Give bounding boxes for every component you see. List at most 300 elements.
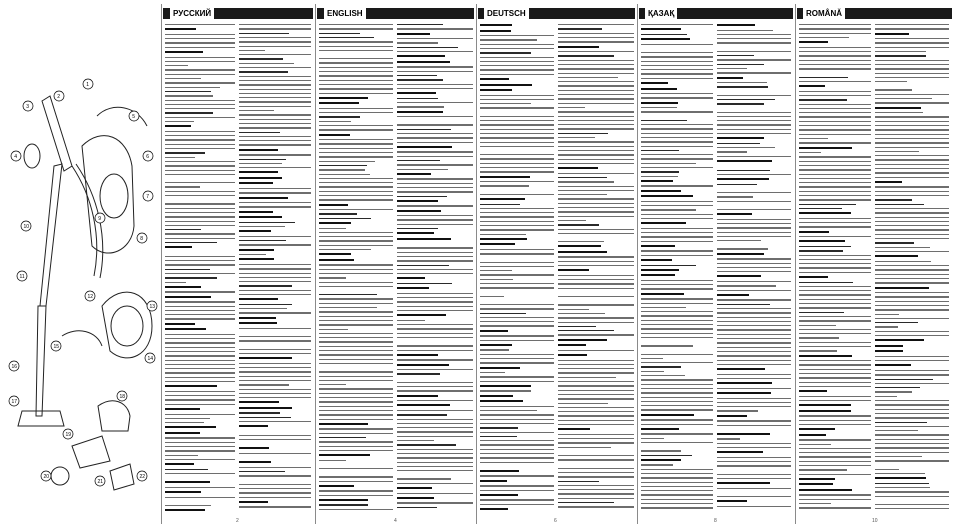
text-line — [480, 485, 554, 486]
text-line — [641, 171, 679, 172]
text-line — [875, 134, 949, 135]
text-line — [799, 226, 871, 227]
text-line — [397, 116, 473, 117]
text-line — [875, 417, 949, 418]
text-line — [319, 152, 393, 153]
text-line — [875, 318, 949, 319]
text-line — [319, 380, 393, 381]
text-line — [641, 333, 713, 334]
text-line — [239, 50, 265, 51]
text-line — [799, 81, 871, 82]
text-line — [239, 304, 292, 305]
text-line — [641, 65, 713, 66]
text-line — [558, 283, 634, 284]
text-line — [239, 322, 277, 324]
text-line — [558, 415, 634, 416]
text-line — [480, 274, 554, 275]
text-line — [397, 273, 473, 274]
text-line — [239, 290, 311, 291]
text-line — [641, 107, 677, 108]
text-line — [165, 121, 194, 122]
text-line — [165, 473, 235, 474]
text-line — [875, 404, 949, 405]
text-line — [397, 146, 452, 148]
text-line — [480, 129, 554, 130]
text-line — [165, 426, 216, 428]
text-line — [239, 471, 285, 472]
text-line — [239, 461, 271, 463]
text-line — [799, 312, 844, 313]
text-line — [875, 400, 949, 401]
text-line — [319, 62, 393, 63]
text-line — [239, 171, 278, 173]
text-line — [165, 87, 220, 88]
text-line — [875, 102, 949, 103]
text-line — [165, 455, 198, 456]
text-line — [717, 281, 791, 282]
text-line — [799, 28, 871, 29]
text-line — [799, 236, 871, 237]
text-line — [558, 502, 614, 503]
text-line — [558, 146, 634, 147]
text-line — [165, 225, 235, 226]
text-line — [641, 78, 713, 79]
text-line — [875, 339, 924, 341]
text-line — [717, 438, 740, 439]
text-line — [717, 374, 791, 375]
text-line — [165, 42, 235, 43]
text-line — [717, 86, 768, 87]
text-line — [397, 66, 473, 67]
callout-20 — [41, 471, 51, 481]
text-line — [480, 470, 519, 472]
text-line — [717, 137, 764, 139]
page-title-ru: РУССКИЙ — [170, 7, 214, 20]
text-line — [875, 60, 949, 61]
text-line — [641, 320, 713, 321]
text-line — [165, 61, 235, 62]
text-line — [799, 364, 871, 365]
text-line — [799, 400, 871, 401]
text-line — [239, 488, 311, 489]
text-line — [165, 57, 235, 58]
text-line — [239, 110, 274, 111]
text-line — [641, 284, 713, 285]
text-line — [717, 170, 770, 171]
text-line — [717, 360, 791, 361]
text-line — [558, 41, 634, 42]
text-line — [397, 449, 473, 450]
text-line — [480, 494, 518, 496]
text-line — [875, 251, 949, 252]
text-line — [558, 334, 634, 335]
text-line — [239, 453, 311, 454]
text-line — [480, 457, 554, 458]
text-line — [480, 212, 554, 213]
text-line — [480, 436, 517, 437]
text-line — [717, 294, 749, 296]
text-line — [239, 159, 286, 160]
text-line — [397, 151, 473, 152]
text-line — [641, 150, 679, 151]
text-line — [480, 440, 554, 441]
text-line — [165, 323, 195, 325]
text-line — [717, 488, 791, 489]
text-line — [480, 208, 554, 209]
text-line — [319, 294, 377, 295]
text-line — [397, 38, 473, 39]
text-line — [239, 197, 288, 199]
text-line — [480, 362, 554, 363]
text-line — [641, 24, 713, 25]
text-line — [397, 386, 473, 387]
text-line — [799, 452, 871, 453]
text-line — [319, 228, 346, 229]
callout-13 — [147, 301, 157, 311]
text-line — [319, 393, 393, 394]
text-line — [717, 72, 791, 73]
text-line — [397, 183, 473, 184]
text-line — [717, 95, 791, 96]
text-line — [239, 435, 311, 436]
text-line — [799, 478, 835, 480]
text-line — [558, 256, 634, 257]
text-line — [397, 71, 473, 72]
text-line — [717, 334, 791, 335]
text-line — [397, 33, 430, 35]
text-line — [875, 296, 949, 297]
text-line — [558, 424, 634, 425]
text-line — [641, 392, 713, 393]
text-line — [641, 379, 713, 380]
svg-text:16: 16 — [11, 363, 18, 370]
text-line — [717, 55, 754, 56]
callout-22 — [137, 471, 147, 481]
svg-text:9: 9 — [98, 215, 102, 222]
text-line — [799, 255, 871, 256]
text-line — [165, 306, 235, 307]
text-line — [239, 230, 271, 232]
text-line — [799, 377, 871, 378]
text-line — [558, 275, 634, 276]
page-number: 4 — [394, 518, 397, 524]
text-line — [319, 350, 393, 351]
text-line — [558, 261, 634, 262]
text-line — [397, 219, 473, 220]
text-line — [319, 204, 348, 206]
text-line — [799, 333, 871, 334]
text-line — [480, 449, 554, 450]
text-line — [799, 259, 871, 260]
text-line — [717, 143, 760, 144]
text-line — [480, 69, 554, 70]
text-line — [319, 88, 393, 89]
text-line — [717, 133, 791, 134]
text-line — [875, 364, 911, 366]
text-line — [165, 377, 235, 378]
text-line — [875, 409, 949, 410]
text-line — [799, 68, 871, 69]
text-line — [799, 195, 871, 196]
text-line — [165, 318, 235, 319]
text-line — [875, 350, 903, 352]
svg-text:5: 5 — [132, 113, 136, 120]
text-line — [319, 286, 393, 287]
text-line — [319, 195, 393, 196]
text-line — [558, 481, 599, 482]
text-line — [239, 149, 278, 151]
text-line — [558, 304, 634, 305]
text-line — [558, 224, 599, 225]
text-line — [165, 69, 235, 70]
text-line — [480, 204, 520, 205]
text-line — [239, 123, 311, 124]
text-line — [397, 88, 473, 89]
text-line — [165, 256, 235, 257]
text-line — [480, 74, 554, 75]
text-line — [239, 58, 283, 59]
text-line — [717, 240, 761, 241]
text-line — [319, 264, 393, 265]
text-line — [239, 167, 311, 168]
text-line — [239, 202, 311, 203]
text-line — [717, 77, 743, 79]
text-line — [319, 182, 393, 183]
text-line — [165, 286, 201, 288]
text-line — [239, 389, 311, 390]
page-number: 2 — [236, 518, 239, 524]
text-line — [319, 446, 393, 447]
text-line — [239, 222, 295, 223]
text-line — [875, 370, 949, 371]
text-line — [799, 507, 871, 508]
text-line — [480, 308, 554, 309]
text-line — [875, 24, 949, 25]
text-line — [480, 287, 554, 288]
text-line — [397, 444, 456, 445]
text-line — [717, 59, 791, 60]
text-line — [558, 344, 586, 346]
text-line — [319, 143, 393, 144]
text-line — [799, 60, 871, 61]
text-line — [165, 314, 235, 315]
svg-text:18: 18 — [119, 393, 126, 400]
text-line — [480, 390, 531, 391]
text-line — [641, 354, 713, 355]
text-line — [239, 312, 311, 313]
text-line — [165, 505, 211, 506]
text-line — [799, 290, 871, 291]
text-line — [717, 299, 791, 300]
text-line — [319, 222, 351, 224]
text-line — [875, 487, 930, 488]
text-line — [558, 390, 634, 391]
text-line — [875, 42, 949, 43]
text-line — [717, 308, 791, 309]
text-line — [717, 474, 791, 475]
text-line — [717, 99, 775, 100]
text-line — [641, 28, 681, 30]
text-line — [397, 395, 438, 397]
text-line — [165, 509, 205, 511]
text-line — [165, 221, 235, 222]
text-line — [558, 288, 634, 289]
text-line — [165, 347, 235, 348]
text-line — [558, 447, 611, 448]
page-number: 6 — [554, 518, 557, 524]
text-line — [799, 199, 871, 200]
text-line — [717, 378, 791, 379]
text-line — [717, 368, 765, 370]
text-line — [480, 198, 525, 200]
text-line — [641, 388, 713, 389]
text-line — [717, 347, 791, 348]
text-line — [397, 470, 473, 471]
text-line — [165, 203, 235, 204]
text-line — [558, 177, 607, 178]
text-line — [165, 139, 235, 140]
text-line — [875, 116, 949, 117]
text-line — [799, 428, 835, 430]
text-line — [558, 354, 587, 356]
text-line — [799, 360, 871, 361]
text-line — [239, 492, 311, 493]
text-line — [799, 161, 871, 162]
text-line — [319, 410, 393, 411]
text-line — [558, 364, 634, 365]
text-line — [641, 494, 713, 495]
text-line — [397, 129, 451, 130]
text-line — [239, 294, 311, 295]
text-line — [641, 455, 692, 456]
text-line — [165, 34, 235, 35]
text-line — [799, 420, 871, 421]
text-line — [875, 345, 903, 347]
text-line — [875, 496, 949, 497]
text-line — [717, 263, 791, 264]
text-line — [239, 264, 311, 265]
text-line — [165, 238, 235, 239]
text-line — [875, 255, 918, 257]
text-line — [558, 124, 634, 125]
text-line — [875, 98, 932, 99]
svg-text:19: 19 — [65, 431, 72, 438]
text-line — [480, 283, 554, 284]
text-line — [165, 144, 235, 145]
callout-12 — [85, 291, 95, 301]
text-line — [480, 372, 505, 373]
text-line — [165, 74, 235, 75]
text-line — [641, 128, 713, 129]
text-line — [558, 128, 634, 129]
text-line — [480, 158, 554, 159]
text-line — [239, 397, 311, 398]
text-line — [319, 33, 360, 34]
text-line — [239, 37, 311, 38]
text-line — [239, 63, 294, 64]
text-line — [641, 69, 713, 70]
text-line — [480, 238, 527, 240]
text-line — [875, 68, 949, 69]
text-line — [641, 324, 713, 325]
text-line — [799, 272, 871, 273]
text-line — [558, 326, 596, 327]
text-line — [239, 349, 311, 350]
text-line — [480, 107, 554, 108]
text-line — [641, 236, 713, 237]
text-line — [397, 457, 473, 458]
text-line — [480, 376, 554, 377]
text-line — [165, 342, 235, 343]
text-line — [397, 51, 473, 52]
text-line — [239, 33, 289, 34]
text-line — [480, 133, 554, 134]
text-line — [165, 491, 201, 493]
text-line — [799, 147, 852, 149]
text-line — [558, 90, 634, 91]
text-line — [799, 212, 851, 214]
text-line — [717, 42, 791, 43]
text-line — [397, 320, 425, 321]
text-line — [641, 137, 713, 138]
text-line — [319, 273, 393, 274]
text-line — [558, 216, 634, 217]
text-line — [558, 493, 634, 494]
text-line — [558, 245, 601, 247]
text-line — [239, 363, 311, 364]
text-line — [239, 506, 311, 507]
text-line — [799, 165, 871, 166]
text-line — [397, 238, 451, 240]
text-line — [480, 194, 554, 195]
text-line — [875, 261, 931, 262]
text-line — [165, 78, 201, 79]
text-line — [875, 142, 949, 143]
callout-3 — [23, 101, 33, 111]
text-line — [799, 346, 871, 347]
text-line — [641, 102, 678, 104]
text-line — [397, 301, 473, 302]
text-line — [480, 163, 554, 164]
text-line — [480, 154, 554, 155]
text-line — [641, 245, 675, 247]
text-line — [558, 330, 614, 331]
text-line — [480, 225, 554, 226]
text-line — [480, 410, 537, 411]
svg-text:15: 15 — [53, 343, 60, 350]
text-line — [641, 293, 684, 295]
text-line — [717, 38, 791, 39]
text-line — [480, 262, 554, 263]
text-line — [397, 210, 441, 212]
text-line — [397, 297, 473, 298]
text-line — [875, 107, 921, 109]
text-line — [319, 371, 393, 372]
text-line — [875, 282, 949, 283]
text-line — [319, 253, 351, 255]
text-line — [397, 462, 473, 463]
text-line — [397, 215, 473, 216]
text-line — [875, 199, 912, 200]
text-line — [397, 124, 473, 125]
text-line — [480, 317, 554, 318]
text-line — [641, 133, 713, 134]
text-line — [717, 325, 791, 326]
text-line — [397, 364, 449, 366]
text-line — [558, 46, 599, 48]
text-line — [480, 504, 554, 505]
text-line — [558, 403, 608, 404]
